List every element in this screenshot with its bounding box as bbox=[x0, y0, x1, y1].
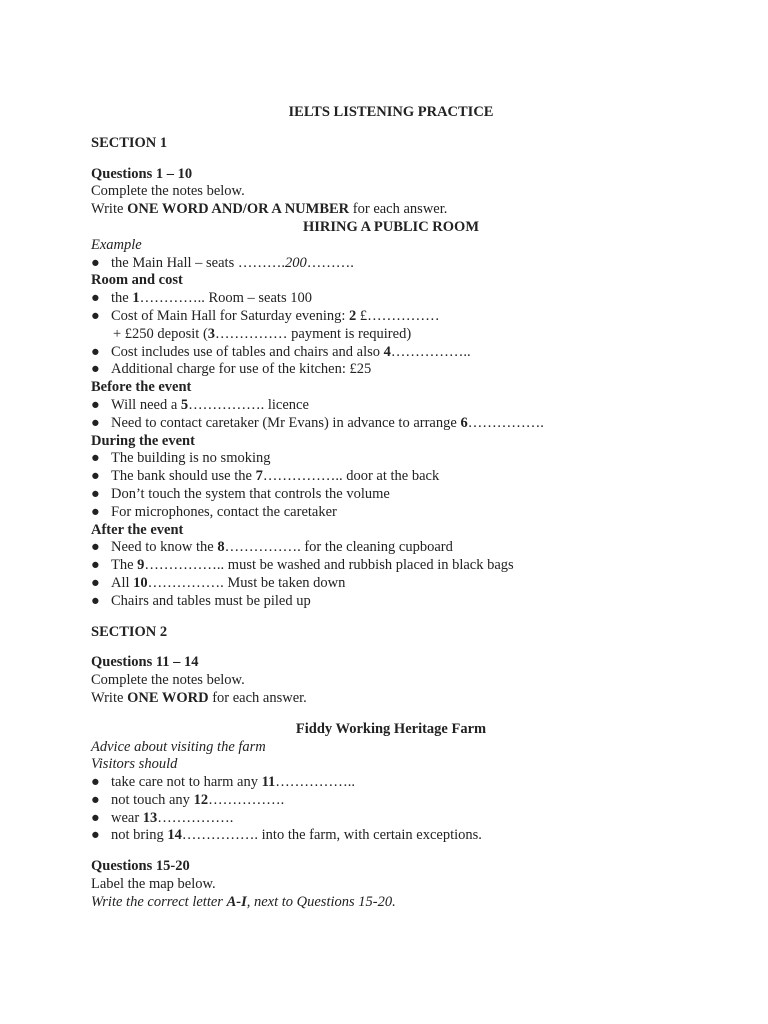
note-item-q13: ● wear 13……………. bbox=[91, 809, 234, 826]
note-item-no-smoking: ● The building is no smoking bbox=[91, 450, 271, 467]
visitors-subheading: Visitors should bbox=[91, 756, 178, 773]
note-item-chairs: ● Chairs and tables must be piled up bbox=[91, 592, 311, 609]
bullet-icon: ● bbox=[91, 307, 100, 324]
during-event-heading: During the event bbox=[91, 432, 195, 449]
bullet-icon: ● bbox=[91, 827, 100, 844]
note-item-q11: ● take care not to harm any 11…………….. bbox=[91, 774, 356, 791]
bullet-icon: ● bbox=[91, 485, 100, 502]
example-answer: 200 bbox=[284, 254, 307, 271]
bullet-icon: ● bbox=[91, 361, 100, 378]
note-item-volume: ● Don’t touch the system that controls the volume bbox=[91, 485, 390, 502]
bullet-icon: ● bbox=[91, 503, 100, 520]
map-instruction: Label the map below. bbox=[91, 876, 216, 893]
bullet-icon: ● bbox=[91, 539, 100, 556]
before-event-heading: Before the event bbox=[91, 379, 192, 396]
questions-11-14-heading: Questions 11 – 14 bbox=[91, 654, 199, 671]
note-item-q1: ● the 1………….. Room – seats 100 bbox=[91, 290, 312, 307]
section-1-instruction-2: Write ONE WORD AND/OR A NUMBER for each answer. bbox=[91, 201, 448, 218]
note-item-q2: ● Cost of Main Hall for Saturday evening: 2 £…………… bbox=[91, 307, 440, 324]
notes-title-hiring-room: HIRING A PUBLIC ROOM bbox=[302, 218, 480, 235]
note-item-q12: ● not touch any 12……………. bbox=[91, 791, 285, 808]
section-2-instruction-2: Write ONE WORD for each answer. bbox=[91, 689, 307, 706]
note-item-q9: ● The 9…………….. must be washed and rubbish placed in black bags bbox=[91, 557, 514, 574]
section-1-instruction-1: Complete the notes below. bbox=[91, 183, 245, 200]
document-title: IELTS LISTENING PRACTICE bbox=[288, 104, 494, 120]
bullet-icon: ● bbox=[91, 468, 100, 485]
bullet-icon: ● bbox=[91, 450, 100, 467]
bullet-icon: ● bbox=[91, 574, 100, 591]
example-item: ● the Main Hall – seats ……….200………. bbox=[91, 254, 354, 271]
note-item-q6: ● Need to contact caretaker (Mr Evans) in advance to arrange 6……………. bbox=[91, 414, 544, 431]
note-item-q3: + £250 deposit (3…………… payment is required) bbox=[113, 325, 412, 342]
note-item-q5: ● Will need a 5……………. licence bbox=[91, 396, 309, 413]
bullet-icon: ● bbox=[91, 396, 100, 413]
note-item-q8: ● Need to know the 8……………. for the cleaning cupboard bbox=[91, 539, 453, 556]
bullet-icon: ● bbox=[91, 774, 100, 791]
notes-title-farm: Fiddy Working Heritage Farm bbox=[295, 720, 487, 737]
after-event-heading: After the event bbox=[91, 521, 184, 538]
bullet-icon: ● bbox=[91, 809, 100, 826]
note-item-q14: ● not bring 14……………. into the farm, with certain exceptions. bbox=[91, 827, 482, 844]
bullet-icon: ● bbox=[91, 343, 100, 360]
bullet-icon: ● bbox=[91, 414, 100, 431]
document-page bbox=[91, 104, 691, 912]
bullet-icon: ● bbox=[91, 791, 100, 808]
section-2-heading: SECTION 2 bbox=[91, 623, 168, 640]
section-2-instruction-1: Complete the notes below. bbox=[91, 672, 245, 689]
advice-subheading: Advice about visiting the farm bbox=[91, 738, 266, 755]
note-item-q4: ● Cost includes use of tables and chairs and also 4…………….. bbox=[91, 343, 471, 360]
bullet-icon: ● bbox=[91, 592, 100, 609]
room-and-cost-heading: Room and cost bbox=[91, 272, 183, 289]
letter-instruction: Write the correct letter A-I, next to Questions 15-20. bbox=[91, 893, 396, 910]
bullet-icon: ● bbox=[91, 557, 100, 574]
example-label: Example bbox=[91, 236, 142, 253]
note-item-q7: ● The bank should use the 7…………….. door at the back bbox=[91, 468, 440, 485]
bullet-icon: ● bbox=[91, 290, 100, 307]
questions-15-20-heading: Questions 15-20 bbox=[91, 858, 190, 875]
section-1-heading: SECTION 1 bbox=[91, 134, 168, 151]
bullet-icon: ● bbox=[91, 254, 100, 271]
note-item-q10: ● All 10……………. Must be taken down bbox=[91, 574, 346, 591]
note-item-microphones: ● For microphones, contact the caretaker bbox=[91, 503, 337, 520]
note-item-kitchen: ● Additional charge for use of the kitchen: £25 bbox=[91, 361, 372, 378]
questions-1-10-heading: Questions 1 – 10 bbox=[91, 165, 193, 182]
